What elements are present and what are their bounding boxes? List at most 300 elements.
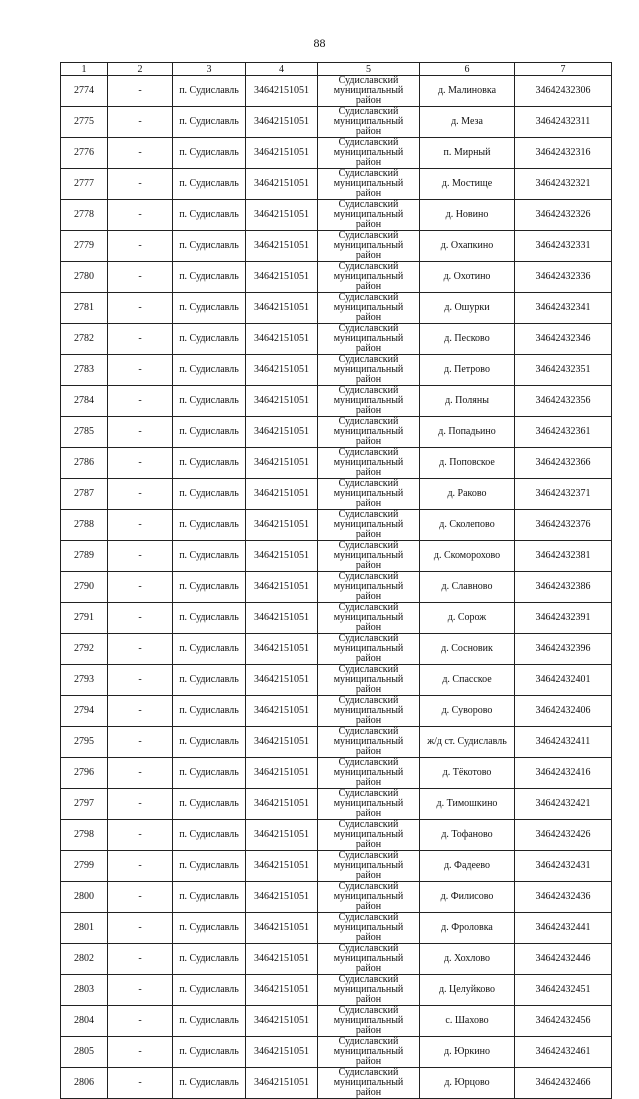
settlement-cell: п. Судиславль — [173, 882, 246, 913]
row-number-cell: 2778 — [61, 200, 108, 231]
settlement-cell: п. Судиславль — [173, 355, 246, 386]
district-cell — [318, 293, 420, 324]
district-line-2: муниципальный район — [333, 736, 404, 757]
column-header: 7 — [515, 63, 612, 76]
table-row — [61, 138, 612, 169]
locality-cell: д. Целуйково — [420, 975, 515, 1006]
district-cell — [318, 510, 420, 541]
district-cell — [318, 975, 420, 1006]
code-cell: 34642151051 — [246, 107, 318, 138]
settlement-cell: п. Судиславль — [173, 231, 246, 262]
row-number-cell: 2786 — [61, 448, 108, 479]
settlement-cell: п. Судиславль — [173, 665, 246, 696]
table-row — [61, 293, 612, 324]
locality-cell: д. Тёкотово — [420, 758, 515, 789]
row-number-cell: 2806 — [61, 1068, 108, 1099]
district-cell — [318, 138, 420, 169]
dash-cell: - — [108, 789, 173, 820]
locality-cell: д. Раково — [420, 479, 515, 510]
district-line-2: муниципальный район — [333, 860, 404, 881]
oktmo-cell: 34642432451 — [515, 975, 612, 1006]
code-cell: 34642151051 — [246, 479, 318, 510]
district-line-2: муниципальный район — [333, 922, 404, 943]
district-line-1: Судиславский — [338, 757, 399, 768]
row-number-cell: 2800 — [61, 882, 108, 913]
district-cell — [318, 696, 420, 727]
district-line-1: Судиславский — [338, 726, 399, 737]
code-cell: 34642151051 — [246, 1068, 318, 1099]
table-row — [61, 758, 612, 789]
district-line-2: муниципальный район — [333, 984, 404, 1005]
district-cell — [318, 944, 420, 975]
table-row — [61, 975, 612, 1006]
oktmo-cell: 34642432431 — [515, 851, 612, 882]
locality-cell: д. Хохлово — [420, 944, 515, 975]
table-row — [61, 665, 612, 696]
settlement-cell: п. Судиславль — [173, 510, 246, 541]
code-cell: 34642151051 — [246, 231, 318, 262]
oktmo-cell: 34642432331 — [515, 231, 612, 262]
settlement-cell: п. Судиславль — [173, 448, 246, 479]
district-line-1: Судиславский — [338, 633, 399, 644]
district-line-1: Судиславский — [338, 664, 399, 675]
column-header: 3 — [173, 63, 246, 76]
dash-cell: - — [108, 1037, 173, 1068]
locality-cell: д. Юрцово — [420, 1068, 515, 1099]
locality-cell: д. Сорож — [420, 603, 515, 634]
district-cell — [318, 231, 420, 262]
table-row — [61, 479, 612, 510]
district-line-1: Судиславский — [338, 602, 399, 613]
code-cell: 34642151051 — [246, 169, 318, 200]
code-cell: 34642151051 — [246, 510, 318, 541]
dash-cell: - — [108, 448, 173, 479]
district-cell — [318, 479, 420, 510]
district-line-2: муниципальный район — [333, 85, 404, 106]
district-line-2: муниципальный район — [333, 767, 404, 788]
dash-cell: - — [108, 634, 173, 665]
district-line-1: Судиславский — [338, 509, 399, 520]
code-cell: 34642151051 — [246, 138, 318, 169]
table-row — [61, 851, 612, 882]
district-cell — [318, 386, 420, 417]
code-cell: 34642151051 — [246, 913, 318, 944]
dash-cell: - — [108, 138, 173, 169]
district-line-1: Судиславский — [338, 1036, 399, 1047]
table-row — [61, 76, 612, 107]
locality-cell: д. Фроловка — [420, 913, 515, 944]
locality-cell: д. Филисово — [420, 882, 515, 913]
table-row — [61, 510, 612, 541]
column-header: 5 — [318, 63, 420, 76]
locality-cell: с. Шахово — [420, 1006, 515, 1037]
locality-cell: д. Ошурки — [420, 293, 515, 324]
settlement-cell: п. Судиславль — [173, 727, 246, 758]
locality-cell: ж/д ст. Судиславль — [420, 727, 515, 758]
dash-cell: - — [108, 1068, 173, 1099]
district-cell — [318, 727, 420, 758]
dash-cell: - — [108, 758, 173, 789]
oktmo-cell: 34642432361 — [515, 417, 612, 448]
locality-cell: д. Петрово — [420, 355, 515, 386]
row-number-cell: 2793 — [61, 665, 108, 696]
oktmo-cell: 34642432346 — [515, 324, 612, 355]
settlement-cell: п. Судиславль — [173, 572, 246, 603]
row-number-cell: 2780 — [61, 262, 108, 293]
district-line-1: Судиславский — [338, 788, 399, 799]
district-cell — [318, 789, 420, 820]
oktmo-cell: 34642432416 — [515, 758, 612, 789]
code-cell: 34642151051 — [246, 572, 318, 603]
oktmo-cell: 34642432401 — [515, 665, 612, 696]
row-number-cell: 2789 — [61, 541, 108, 572]
code-cell: 34642151051 — [246, 386, 318, 417]
dash-cell: - — [108, 665, 173, 696]
district-line-2: муниципальный район — [333, 333, 404, 354]
row-number-cell: 2776 — [61, 138, 108, 169]
district-line-2: муниципальный район — [333, 674, 404, 695]
code-cell: 34642151051 — [246, 634, 318, 665]
locality-cell: д. Охапкино — [420, 231, 515, 262]
oktmo-cell: 34642432336 — [515, 262, 612, 293]
code-cell: 34642151051 — [246, 1037, 318, 1068]
code-cell: 34642151051 — [246, 448, 318, 479]
dash-cell: - — [108, 572, 173, 603]
row-number-cell: 2790 — [61, 572, 108, 603]
district-line-1: Судиславский — [338, 416, 399, 427]
district-line-2: муниципальный район — [333, 209, 404, 230]
row-number-cell: 2788 — [61, 510, 108, 541]
table-row — [61, 1037, 612, 1068]
district-line-1: Судиславский — [338, 881, 399, 892]
dash-cell: - — [108, 355, 173, 386]
district-line-1: Судиславский — [338, 106, 399, 117]
row-number-cell: 2774 — [61, 76, 108, 107]
oktmo-cell: 34642432351 — [515, 355, 612, 386]
district-cell — [318, 417, 420, 448]
district-line-2: муниципальный район — [333, 829, 404, 850]
dash-cell: - — [108, 417, 173, 448]
code-cell: 34642151051 — [246, 882, 318, 913]
table-row — [61, 386, 612, 417]
district-line-2: муниципальный район — [333, 457, 404, 478]
row-number-cell: 2794 — [61, 696, 108, 727]
oktmo-cell: 34642432411 — [515, 727, 612, 758]
settlement-cell: п. Судиславль — [173, 789, 246, 820]
district-line-1: Судиславский — [338, 1067, 399, 1078]
district-line-1: Судиславский — [338, 385, 399, 396]
district-line-2: муниципальный район — [333, 1046, 404, 1067]
table-row — [61, 355, 612, 386]
district-cell — [318, 851, 420, 882]
row-number-cell: 2803 — [61, 975, 108, 1006]
district-line-1: Судиславский — [338, 447, 399, 458]
settlement-cell: п. Судиславль — [173, 1006, 246, 1037]
column-header: 4 — [246, 63, 318, 76]
locality-cell: д. Поповское — [420, 448, 515, 479]
district-line-2: муниципальный район — [333, 240, 404, 261]
settlement-cell: п. Судиславль — [173, 169, 246, 200]
code-cell: 34642151051 — [246, 975, 318, 1006]
dash-cell: - — [108, 696, 173, 727]
district-line-1: Судиславский — [338, 168, 399, 179]
district-line-1: Судиславский — [338, 850, 399, 861]
district-line-2: муниципальный район — [333, 519, 404, 540]
district-line-1: Судиславский — [338, 943, 399, 954]
settlement-cell: п. Судиславль — [173, 758, 246, 789]
district-line-2: муниципальный район — [333, 581, 404, 602]
settlement-cell: п. Судиславль — [173, 200, 246, 231]
settlement-cell: п. Судиславль — [173, 944, 246, 975]
code-cell: 34642151051 — [246, 944, 318, 975]
district-line-2: муниципальный район — [333, 1015, 404, 1036]
district-cell — [318, 882, 420, 913]
code-cell: 34642151051 — [246, 665, 318, 696]
district-cell — [318, 1037, 420, 1068]
row-number-cell: 2775 — [61, 107, 108, 138]
district-line-2: муниципальный район — [333, 364, 404, 385]
oktmo-cell: 34642432381 — [515, 541, 612, 572]
locality-cell: д. Суворово — [420, 696, 515, 727]
code-cell: 34642151051 — [246, 1006, 318, 1037]
table-row — [61, 820, 612, 851]
district-cell — [318, 572, 420, 603]
dash-cell: - — [108, 975, 173, 1006]
table-row — [61, 417, 612, 448]
code-cell: 34642151051 — [246, 324, 318, 355]
row-number-cell: 2777 — [61, 169, 108, 200]
district-line-2: муниципальный район — [333, 550, 404, 571]
settlement-cell: п. Судиславль — [173, 138, 246, 169]
locality-cell: д. Тимошкино — [420, 789, 515, 820]
code-cell: 34642151051 — [246, 603, 318, 634]
district-line-1: Судиславский — [338, 974, 399, 985]
locality-cell: д. Юркино — [420, 1037, 515, 1068]
code-cell: 34642151051 — [246, 262, 318, 293]
district-cell — [318, 1006, 420, 1037]
dash-cell: - — [108, 76, 173, 107]
dash-cell: - — [108, 200, 173, 231]
locality-cell: д. Поляны — [420, 386, 515, 417]
dash-cell: - — [108, 1006, 173, 1037]
district-line-1: Судиславский — [338, 354, 399, 365]
district-cell — [318, 820, 420, 851]
column-header: 1 — [61, 63, 108, 76]
oktmo-cell: 34642432321 — [515, 169, 612, 200]
oktmo-cell: 34642432396 — [515, 634, 612, 665]
settlement-cell: п. Судиславль — [173, 820, 246, 851]
table-row — [61, 541, 612, 572]
settlement-cell: п. Судиславль — [173, 262, 246, 293]
code-cell: 34642151051 — [246, 76, 318, 107]
locality-cell: д. Славново — [420, 572, 515, 603]
row-number-cell: 2798 — [61, 820, 108, 851]
row-number-cell: 2805 — [61, 1037, 108, 1068]
code-cell: 34642151051 — [246, 727, 318, 758]
district-cell — [318, 169, 420, 200]
locality-cell: д. Сосновик — [420, 634, 515, 665]
oktmo-cell: 34642432366 — [515, 448, 612, 479]
locality-cell: д. Спасское — [420, 665, 515, 696]
table-row — [61, 944, 612, 975]
oktmo-cell: 34642432441 — [515, 913, 612, 944]
dash-cell: - — [108, 262, 173, 293]
table-row — [61, 448, 612, 479]
dash-cell: - — [108, 727, 173, 758]
district-line-1: Судиславский — [338, 571, 399, 582]
district-cell — [318, 262, 420, 293]
oktmo-cell: 34642432306 — [515, 76, 612, 107]
settlement-cell: п. Судиславль — [173, 479, 246, 510]
row-number-cell: 2783 — [61, 355, 108, 386]
table-row — [61, 200, 612, 231]
district-line-1: Судиславский — [338, 199, 399, 210]
locality-cell: д. Скоморохово — [420, 541, 515, 572]
row-number-cell: 2791 — [61, 603, 108, 634]
table-row — [61, 789, 612, 820]
locality-cell: п. Мирный — [420, 138, 515, 169]
district-line-2: муниципальный район — [333, 116, 404, 137]
table-row — [61, 603, 612, 634]
district-cell — [318, 541, 420, 572]
dash-cell: - — [108, 510, 173, 541]
settlement-cell: п. Судиславль — [173, 634, 246, 665]
settlement-cell: п. Судиславль — [173, 975, 246, 1006]
district-line-2: муниципальный район — [333, 798, 404, 819]
row-number-cell: 2785 — [61, 417, 108, 448]
district-line-1: Судиславский — [338, 261, 399, 272]
table-row — [61, 1006, 612, 1037]
row-number-cell: 2801 — [61, 913, 108, 944]
district-line-2: муниципальный район — [333, 705, 404, 726]
code-cell: 34642151051 — [246, 851, 318, 882]
district-line-1: Судиславский — [338, 1005, 399, 1016]
district-line-2: муниципальный район — [333, 643, 404, 664]
district-cell — [318, 107, 420, 138]
settlement-cell: п. Судиславль — [173, 913, 246, 944]
table-row — [61, 696, 612, 727]
code-cell: 34642151051 — [246, 541, 318, 572]
oktmo-cell: 34642432311 — [515, 107, 612, 138]
dash-cell: - — [108, 324, 173, 355]
code-cell: 34642151051 — [246, 696, 318, 727]
district-line-1: Судиславский — [338, 292, 399, 303]
district-line-1: Судиславский — [338, 323, 399, 334]
code-cell: 34642151051 — [246, 355, 318, 386]
settlement-cell: п. Судиславль — [173, 76, 246, 107]
row-number-cell: 2804 — [61, 1006, 108, 1037]
district-line-1: Судиславский — [338, 819, 399, 830]
column-header: 2 — [108, 63, 173, 76]
row-number-cell: 2779 — [61, 231, 108, 262]
settlement-cell: п. Судиславль — [173, 696, 246, 727]
oktmo-cell: 34642432371 — [515, 479, 612, 510]
row-number-cell: 2781 — [61, 293, 108, 324]
district-line-2: муниципальный район — [333, 147, 404, 168]
settlement-cell: п. Судиславль — [173, 324, 246, 355]
district-line-2: муниципальный район — [333, 488, 404, 509]
district-cell — [318, 665, 420, 696]
locality-cell: д. Сколепово — [420, 510, 515, 541]
code-cell: 34642151051 — [246, 758, 318, 789]
oktmo-cell: 34642432426 — [515, 820, 612, 851]
locality-cell: д. Попадьино — [420, 417, 515, 448]
settlement-cell: п. Судиславль — [173, 386, 246, 417]
table-row — [61, 913, 612, 944]
oktmo-cell: 34642432421 — [515, 789, 612, 820]
dash-cell: - — [108, 386, 173, 417]
table-row — [61, 572, 612, 603]
dash-cell: - — [108, 944, 173, 975]
table-row — [61, 882, 612, 913]
locality-cell: д. Охотино — [420, 262, 515, 293]
table-row — [61, 107, 612, 138]
district-line-1: Судиславский — [338, 540, 399, 551]
oktmo-cell: 34642432436 — [515, 882, 612, 913]
settlement-cell: п. Судиславль — [173, 851, 246, 882]
table-row — [61, 634, 612, 665]
page-number: 88 — [313, 36, 326, 50]
locality-cell: д. Фадеево — [420, 851, 515, 882]
settlement-cell: п. Судиславль — [173, 541, 246, 572]
oktmo-cell: 34642432391 — [515, 603, 612, 634]
locality-cell: д. Меза — [420, 107, 515, 138]
district-line-2: муниципальный район — [333, 271, 404, 292]
dash-cell: - — [108, 603, 173, 634]
dash-cell: - — [108, 107, 173, 138]
district-line-1: Судиславский — [338, 912, 399, 923]
code-cell: 34642151051 — [246, 820, 318, 851]
oktmo-cell: 34642432376 — [515, 510, 612, 541]
row-number-cell: 2792 — [61, 634, 108, 665]
dash-cell: - — [108, 851, 173, 882]
district-line-2: муниципальный район — [333, 302, 404, 323]
district-line-2: муниципальный район — [333, 395, 404, 416]
code-cell: 34642151051 — [246, 200, 318, 231]
locality-cell: д. Тофаново — [420, 820, 515, 851]
dash-cell: - — [108, 913, 173, 944]
code-cell: 34642151051 — [246, 789, 318, 820]
district-line-1: Судиславский — [338, 137, 399, 148]
registry-table — [60, 62, 612, 1099]
district-line-2: муниципальный район — [333, 612, 404, 633]
header-row — [61, 63, 612, 76]
settlement-cell: п. Судиславль — [173, 107, 246, 138]
district-line-1: Судиславский — [338, 695, 399, 706]
district-cell — [318, 758, 420, 789]
row-number-cell: 2795 — [61, 727, 108, 758]
table-row — [61, 324, 612, 355]
locality-cell: д. Малиновка — [420, 76, 515, 107]
district-cell — [318, 324, 420, 355]
district-line-2: муниципальный район — [333, 891, 404, 912]
table-row — [61, 231, 612, 262]
district-line-1: Судиславский — [338, 75, 399, 86]
table-row — [61, 727, 612, 758]
dash-cell: - — [108, 882, 173, 913]
row-number-cell: 2787 — [61, 479, 108, 510]
oktmo-cell: 34642432341 — [515, 293, 612, 324]
district-line-1: Судиславский — [338, 478, 399, 489]
district-line-2: муниципальный район — [333, 953, 404, 974]
row-number-cell: 2797 — [61, 789, 108, 820]
district-cell — [318, 448, 420, 479]
oktmo-cell: 34642432461 — [515, 1037, 612, 1068]
row-number-cell: 2784 — [61, 386, 108, 417]
district-cell — [318, 76, 420, 107]
oktmo-cell: 34642432356 — [515, 386, 612, 417]
oktmo-cell: 34642432466 — [515, 1068, 612, 1099]
